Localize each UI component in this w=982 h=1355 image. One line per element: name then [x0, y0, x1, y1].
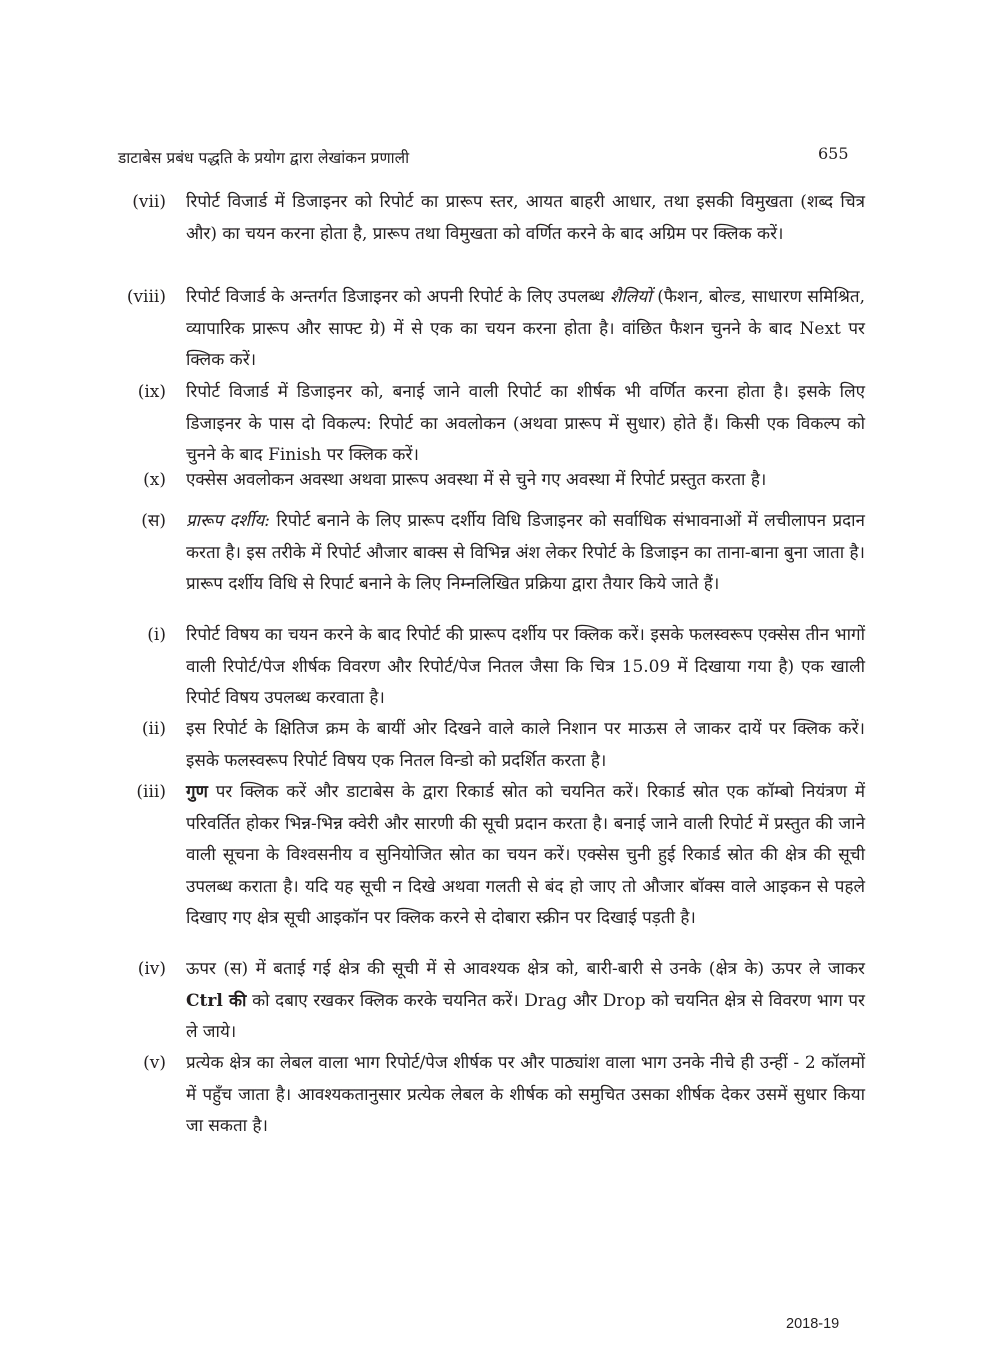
bold-text: Ctrl की — [186, 990, 247, 1011]
item-label: (स) — [141, 511, 166, 531]
item-text — [186, 777, 865, 935]
item-text — [186, 187, 865, 250]
text-run: रिपोर्ट विजार्ड के अन्तर्गत डिजाइनर को अपनी रिपोर्ट के लिए उपलब्ध — [186, 287, 610, 307]
list-item — [110, 506, 865, 601]
running-header: डाटाबेस प्रबंध पद्धति के प्रयोग द्वारा लेखांकन प्रणाली — [118, 149, 410, 167]
list-item — [110, 187, 865, 250]
list-item — [110, 1048, 865, 1143]
text-run: रिपोर्ट विषय का चयन करने के बाद रिपोर्ट की प्रारूप दर्शीय पर क्लिक करें। इसके फलस्वरूप एक्सेस तीन भागों वाली रिपोर्ट/पेज शीर्षक विवरण और रिपोर्ट/पेज नितल जैसा कि चित्र 15.09 में दिखाया गया है) एक खाली रिपोर्ट विषय उपलब्ध करवाता है। — [186, 625, 865, 709]
list-item — [110, 954, 865, 1049]
list-item — [110, 282, 865, 377]
bold-text: गुण — [186, 782, 208, 802]
text-run: रिपोर्ट विजार्ड में डिजाइनर को रिपोर्ट का प्रारूप स्तर, आयत बाहरी आधार, तथा इसकी विमुखता (शब्द चित्र और) का चयन करना होता है, प्रारूप तथा विमुखता को वर्णित करने के बाद अग्रिम पर क्लिक करें। — [186, 192, 865, 244]
page-number: 655 — [818, 144, 849, 163]
item-text — [186, 1048, 865, 1143]
text-run: ऊपर (स) में बताई गई क्षेत्र की सूची में से आवश्यक क्षेत्र को, बारी-बारी से उनके (क्षेत्र के) ऊपर ले जाकर — [186, 959, 865, 979]
text-run: (फैशन, बोल्ड, साधारण समिश्रित, व्यापारिक प्रारूप और साफ्ट ग्रे) में से एक का चयन करना होता है। वांछित फैशन चुनने के बाद Next पर क्लिक करें। — [186, 287, 866, 371]
item-text — [186, 714, 865, 777]
text-run: एक्सेस अवलोकन अवस्था अथवा प्रारूप अवस्था में से चुने गए अवस्था में रिपोर्ट प्रस्तुत करता है। — [186, 470, 767, 490]
list-item — [110, 714, 865, 777]
item-label: (v) — [143, 1053, 166, 1073]
item-label: (iii) — [136, 782, 166, 802]
text-run: प्रत्येक क्षेत्र का लेबल वाला भाग रिपोर्ट/पेज शीर्षक पर और पाठ्यांश वाला भाग उनके नीचे ही उन्हीं - 2 कॉलमों में पहुँच जाता है। आवश्यकतानुसार प्रत्येक लेबल के शीर्षक को समुचित उसका शीर्षक देकर उसमें सुधार किया जा सकता है। — [186, 1053, 865, 1137]
item-label: (vii) — [132, 192, 166, 212]
list-item — [110, 465, 865, 497]
item-label: (iv) — [137, 959, 166, 979]
item-text — [186, 282, 865, 377]
item-label: (viii) — [126, 287, 166, 307]
list-item — [110, 777, 865, 935]
italic-text: प्रारूप दर्शीय: — [186, 511, 270, 531]
text-run: रिपोर्ट विजार्ड में डिजाइनर को, बनाई जाने वाली रिपोर्ट का शीर्षक भी वर्णित करना होता है। इसके लिए डिजाइनर के पास दो विकल्प: रिपोर्ट का अवलोकन (अथवा प्रारूप में सुधार) होते हैं। किसी एक विकल्प को चुनने के बाद Finish पर क्लिक करें। — [186, 382, 866, 466]
item-label: (i) — [147, 625, 166, 645]
italic-text: शैलियों — [609, 287, 652, 307]
item-text — [186, 620, 865, 715]
list-item — [110, 377, 865, 472]
text-run: को दबाए रखकर क्लिक करके चयनित करें। Drag और Drop को चयनित क्षेत्र से विवरण भाग पर ले जाये। — [186, 990, 865, 1043]
item-text — [186, 377, 865, 472]
item-label: (x) — [143, 470, 166, 490]
item-label: (ii) — [141, 719, 166, 739]
item-text — [186, 465, 865, 497]
item-text — [186, 506, 865, 601]
list-item — [110, 620, 865, 715]
text-run: पर क्लिक करें और डाटाबेस के द्वारा रिकार्ड स्रोत को चयनित करें। रिकार्ड स्रोत एक कॉम्बो नियंत्रण में परिवर्तित होकर भिन्न-भिन्न क्वेरी और सारणी की सूची प्रदान करता है। बनाई जाने वाली रिपोर्ट में प्रस्तुत की जाने वाली सूचना के विश्वसनीय व सुनियोजित स्रोत का चयन करें। एक्सेस चुनी हुई रिकार्ड स्रोत की क्षेत्र की सूची उपलब्ध कराता है। यदि यह सूची न दिखे अथवा गलती से बंद हो जाए तो औजार बॉक्स वाले आइकन से पहले दिखाए गए क्षेत्र सूची आइकॉन पर क्लिक करने से दोबारा स्क्रीन पर दिखाई पड़ती है। — [186, 782, 865, 929]
item-label: (ix) — [137, 382, 166, 402]
footer-year: 2018-19 — [786, 1316, 840, 1332]
item-text — [186, 954, 865, 1049]
text-run: इस रिपोर्ट के क्षितिज क्रम के बायीं ओर दिखने वाले काले निशान पर माऊस ले जाकर दायें पर क्लिक करें। इसके फलस्वरूप रिपोर्ट विषय एक नितल विन्डो को प्रदर्शित करता है। — [186, 719, 865, 771]
text-run: रिपोर्ट बनाने के लिए प्रारूप दर्शीय विधि डिजाइनर को सर्वाधिक संभावनाओं में लचीलापन प्रदान करता है। इस तरीके में रिपोर्ट औजार बाक्स से विभिन्न अंश लेकर रिपोर्ट के डिजाइन का ताना-बाना बुना जाता है। प्रारूप दर्शीय विधि से रिपार्ट बनाने के लिए निम्नलिखित प्रक्रिया द्वारा तैयार किये जाते हैं। — [186, 511, 865, 595]
